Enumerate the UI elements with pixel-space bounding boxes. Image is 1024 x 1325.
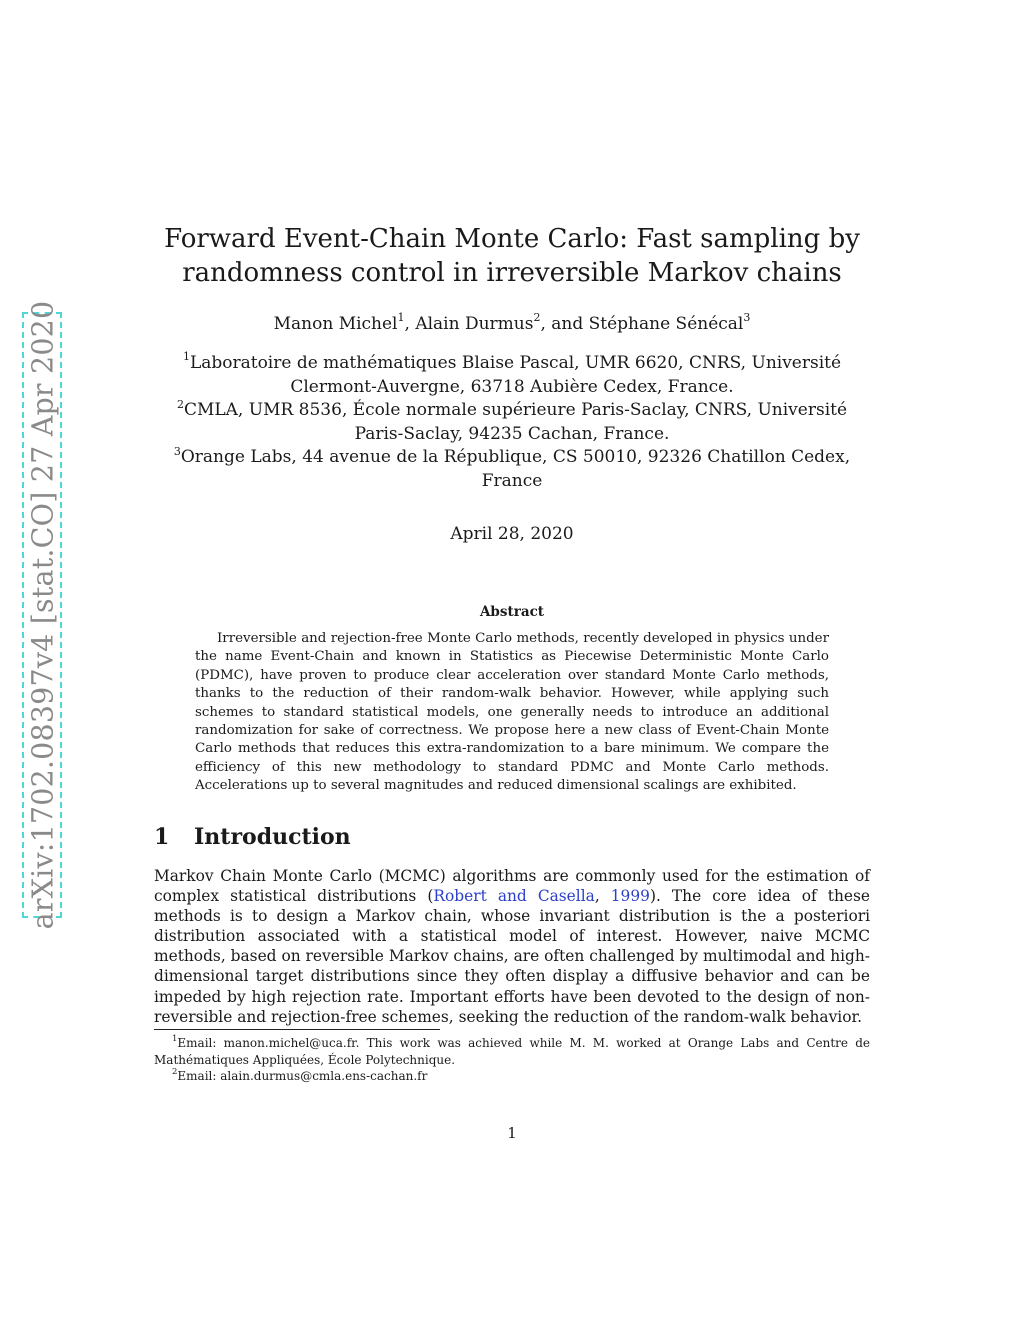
affiliation-text: Laboratoire de mathématiques Blaise Pascal, UMR 6620, CNRS, Université [189,353,842,373]
intro-text: ). The core idea of these methods is to design a Markov chain, whose invariant distribution is the a posteriori distribution associated with a statistical model of interest. However, naive MCMC methods, based on reversible Markov chains, are often challenged by multimodal and high-dimensional target distributions since they often display a diffusive behavior and can be impeded by high rejection rate. Important efforts have been devoted to the design of non-reversible and rejection-free schemes, seeking the reduction of the random-walk behavior. [154,887,870,1026]
affiliation-mark: 2 [176,397,184,411]
author-name: Stéphane Sénécal [588,314,744,334]
author-affiliation-mark: 1 [397,311,405,325]
title-line-2: randomness control in irreversible Markov chains [182,258,842,288]
affiliation-text: Orange Labs, 44 avenue de la République, CS 50010, 92326 Chatillon Cedex, [180,447,851,468]
affiliation-line: France [481,470,543,491]
affiliation-mark: 3 [173,444,181,458]
affiliation-line: Clermont-Auvergne, 63718 Aubière Cedex, France. [290,376,734,397]
author-list [0,312,1024,336]
author-separator: , and [540,314,589,334]
paper-title [0,222,1024,290]
intro-text: Markov Chain Monte Carlo (MCMC) algorithms are commonly used for the estimation of complex statistical distributions ( [154,867,870,906]
footnote-list [154,1035,870,1085]
title-line-1: Forward Event-Chain Monte Carlo: Fast sampling by [164,224,860,254]
author-name: Manon Michel [273,314,398,334]
author-affiliation-mark: 2 [533,311,541,325]
affiliation-line [0,399,1024,423]
author-affiliation-mark: 3 [743,311,751,325]
section-number: 1 [154,824,170,850]
footnote-mark: 1 [172,1034,178,1044]
page-number: 1 [507,1124,517,1142]
paper-date: April 28, 2020 [450,524,574,544]
affiliation-text: CMLA, UMR 8536, École normale supérieure Paris-Saclay, CNRS, Université [183,400,848,421]
abstract-heading: Abstract [479,604,545,620]
intro-body [154,866,870,1027]
citation-separator: , [594,887,611,906]
affiliation-mark: 1 [182,350,190,364]
author-separator: , [404,314,416,334]
affiliation-list [0,352,1024,494]
intro-paragraph [154,866,870,1027]
abstract-paragraph: Irreversible and rejection-free Monte Carlo methods, recently developed in physics under the name Event-Chain and known in Statistics as Piecewise Deterministic Monte Carlo (PDMC), have proven to produce clear acceleration over standard Monte Carlo methods, thanks to the reduction of their random-walk behavior. However, while applying such schemes to standard statistical models, one generally needs to introduce an additional randomization for sake of correctness. We propose here a new class of Event-Chain Monte Carlo methods that reduces this extra-randomization to a bare minimum. We compare the efficiency of this new methodology to standard PDMC and Monte Carlo methods. Accelerations up to several magnitudes and reduced dimensional scalings are exhibited. [195,631,829,794]
affiliation-line [0,352,1024,376]
footnote [154,1035,870,1068]
affiliation-line: Paris-Saclay, 94235 Cachan, France. [354,423,670,444]
footnote [154,1068,870,1085]
section-heading [154,824,351,850]
author-name: Alain Durmus [415,314,534,334]
footnote-text: Email: alain.durmus@cmla.ens-cachan.fr [177,1069,428,1083]
citation-link-year[interactable]: 1999 [610,887,650,906]
section-title: Introduction [194,824,351,850]
footnote-rule [154,1029,440,1030]
arxiv-identifier[interactable]: arXiv:1702.08397v4 [stat.CO] 27 Apr 2020 [26,300,60,930]
footnote-mark: 2 [172,1067,178,1077]
abstract-body [195,630,829,796]
footnote-text: Email: manon.michel@uca.fr. This work was achieved while M. M. worked at Orange Labs and Centre de Mathématiques Appliquées, École Polytechnique. [154,1036,870,1067]
affiliation-line [0,446,1024,470]
citation-link-authors[interactable]: Robert and Casella [433,887,595,906]
